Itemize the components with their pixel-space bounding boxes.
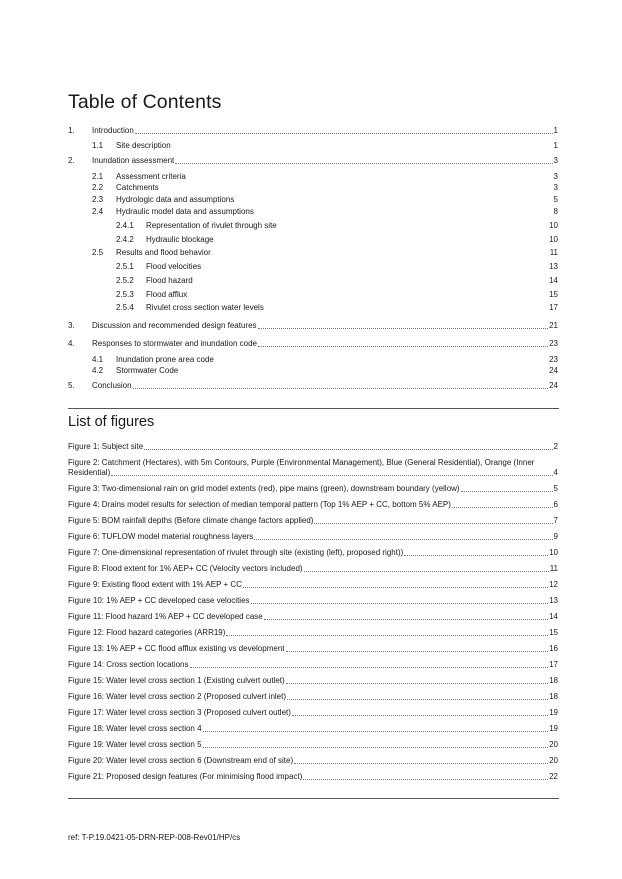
- toc-entry-page: 17: [549, 303, 558, 312]
- toc-entry-page: 23: [549, 339, 558, 348]
- figure-dot-leader: [404, 548, 548, 556]
- figure-entry-row[interactable]: [68, 612, 558, 622]
- figure-entry-title: Figure 9: Existing flood extent with 1% AEP + CC: [68, 580, 242, 589]
- toc-entry-row[interactable]: [68, 321, 558, 331]
- toc-entry-title: Inundation assessment: [92, 156, 175, 165]
- toc-entry-title: Hydraulic blockage: [146, 235, 214, 244]
- toc-entry-title: Flood velocities: [146, 262, 202, 271]
- figure-entry-page: 5: [553, 484, 558, 493]
- toc-dot-leader: [175, 156, 552, 164]
- toc-entry-row[interactable]: [68, 126, 558, 136]
- toc-entry-number: 2.5.1: [116, 262, 134, 271]
- toc-entry-title: Representation of rivulet through site: [146, 221, 277, 230]
- toc-entry-row[interactable]: [92, 355, 558, 365]
- toc-entry-number: 2.: [68, 156, 75, 165]
- toc-entry-page: 24: [549, 366, 558, 375]
- toc-entry-title: Results and flood behavior: [116, 248, 211, 257]
- toc-entry-page: 8: [553, 207, 558, 216]
- figure-entry-row[interactable]: [68, 676, 558, 686]
- toc-entry-number: 2.5.2: [116, 276, 134, 285]
- toc-entry-number: 4.2: [92, 366, 104, 375]
- toc-entry-number: 2.5.3: [116, 290, 134, 299]
- toc-entry-number: 1.1: [92, 141, 104, 150]
- toc-entry-title: Responses to stormwater and inundation code: [92, 339, 257, 348]
- toc-entry-row[interactable]: [92, 183, 558, 193]
- list-of-figures-heading: List of figures: [68, 414, 155, 430]
- figure-dot-leader: [292, 708, 548, 716]
- figure-dot-leader: [203, 740, 549, 748]
- toc-entry-title: Hydraulic model data and assumptions: [116, 207, 254, 216]
- toc-dot-leader: [258, 339, 548, 347]
- figure-entry-page: 18: [549, 692, 558, 701]
- figure-dot-leader: [190, 660, 549, 668]
- figure-dot-leader: [226, 628, 548, 636]
- toc-entry-page: 3: [553, 172, 558, 181]
- toc-entry-page: 10: [549, 235, 558, 244]
- figure-dot-leader: [144, 442, 552, 450]
- figure-dot-leader: [251, 596, 549, 604]
- toc-entry-row[interactable]: [116, 290, 558, 300]
- toc-entry-row[interactable]: [92, 172, 558, 182]
- figure-entry-row[interactable]: [68, 548, 558, 558]
- figure-entry-row[interactable]: [68, 484, 558, 494]
- toc-entry-page: 24: [549, 381, 558, 390]
- figure-entry-page: 11: [549, 564, 558, 573]
- figure-entry-title-continued: Residential): [68, 468, 111, 477]
- toc-entry-row[interactable]: [116, 221, 558, 231]
- toc-entry-number: 2.4: [92, 207, 104, 216]
- figure-entry-page: 19: [549, 724, 558, 733]
- figure-entry-title: Figure 5: BOM rainfall depths (Before climate change factors applied): [68, 516, 314, 525]
- figure-entry-page: 18: [549, 676, 558, 685]
- figure-entry-title: Figure 16: Water level cross section 2 (Proposed culvert inlet): [68, 692, 287, 701]
- toc-entry-title: Introduction: [92, 126, 134, 135]
- figure-entry-page: 13: [549, 596, 558, 605]
- toc-entry-page: 5: [553, 195, 558, 204]
- toc-entry-page: 11: [549, 248, 558, 257]
- toc-entry-title: Flood afflux: [146, 290, 188, 299]
- toc-entry-number: 4.: [68, 339, 75, 348]
- toc-entry-number: 2.4.1: [116, 221, 134, 230]
- figure-entry-row[interactable]: [68, 458, 558, 468]
- figure-entry-title: Figure 2: Catchment (Hectares), with 5m Contours, Purple (Environmental Management), Blue (General Residential), Orange (Inner: [68, 458, 535, 467]
- toc-entry-row[interactable]: [116, 262, 558, 272]
- toc-entry-page: 1: [553, 126, 558, 135]
- figure-entry-title: Figure 20: Water level cross section 6 (Downstream end of site): [68, 756, 294, 765]
- footer-reference: ref: T-P.19.0421-05-DRN-REP-008-Rev01/HP/cs: [68, 833, 241, 842]
- figure-entry-title: Figure 15: Water level cross section 1 (Existing culvert outlet): [68, 676, 285, 685]
- figure-entry-row[interactable]: [68, 756, 558, 766]
- figure-entry-page: 2: [553, 442, 558, 451]
- figure-entry-title: Figure 19: Water level cross section 5: [68, 740, 202, 749]
- toc-entry-number: 2.5: [92, 248, 104, 257]
- toc-entry-row[interactable]: [116, 276, 558, 286]
- figure-dot-leader: [294, 756, 548, 764]
- toc-entry-number: 2.2: [92, 183, 104, 192]
- figure-entry-title: Figure 21: Proposed design features (For minimising flood impact): [68, 772, 303, 781]
- figure-dot-leader: [243, 580, 548, 588]
- figure-entry-page: 17: [549, 660, 558, 669]
- figure-entry-row[interactable]: [68, 644, 558, 654]
- figure-entry-page: 22: [549, 772, 558, 781]
- figure-entry-row[interactable]: [68, 740, 558, 750]
- toc-entry-title: Hydrologic data and assumptions: [116, 195, 235, 204]
- figure-dot-leader: [286, 676, 548, 684]
- toc-entry-title: Assessment criteria: [116, 172, 186, 181]
- toc-entry-title: Discussion and recommended design features: [92, 321, 257, 330]
- toc-dot-leader: [258, 321, 549, 329]
- figure-entry-row[interactable]: [68, 564, 558, 574]
- toc-entry-number: 2.3: [92, 195, 104, 204]
- toc-dot-leader: [135, 126, 553, 134]
- figure-entry-title: Figure 4: Drains model results for selection of median temporal pattern (Top 1% AEP + CC, bottom 5% AEP): [68, 500, 451, 509]
- toc-heading: Table of Contents: [68, 91, 222, 113]
- figure-entry-page: 9: [553, 532, 558, 541]
- figure-dot-leader: [286, 644, 549, 652]
- toc-entry-title: Site description: [116, 141, 171, 150]
- figure-entry-title: Figure 3: Two-dimensional rain on grid model extents (red), pipe mains (green), downstream boundary (yellow): [68, 484, 460, 493]
- figure-entry-row[interactable]: [68, 628, 558, 638]
- toc-entry-number: 3.: [68, 321, 75, 330]
- figure-entry-page: 4: [553, 468, 558, 477]
- toc-entry-page: 15: [549, 290, 558, 299]
- toc-entry-row[interactable]: [92, 195, 558, 205]
- toc-entry-page: 13: [549, 262, 558, 271]
- figure-entry-title: Figure 11: Flood hazard 1% AEP + CC developed case: [68, 612, 263, 621]
- toc-entry-title: Stormwater Code: [116, 366, 179, 375]
- figure-entry-row[interactable]: [68, 500, 558, 510]
- figure-entry-row[interactable]: [68, 442, 558, 452]
- figure-entry-row[interactable]: [68, 532, 558, 542]
- figure-entry-page: 7: [553, 516, 558, 525]
- toc-entry-title: Conclusion: [92, 381, 132, 390]
- toc-entry-number: 1.: [68, 126, 75, 135]
- toc-entry-number: 2.4.2: [116, 235, 134, 244]
- figure-entry-title: Figure 8: Flood extent for 1% AEP+ CC (Velocity vectors included): [68, 564, 303, 573]
- figure-entry-row[interactable]: [68, 596, 558, 606]
- figure-entry-page: 12: [549, 580, 558, 589]
- toc-entry-row[interactable]: [116, 303, 558, 313]
- toc-entry-row[interactable]: [68, 156, 558, 166]
- figure-entry-page: 19: [549, 708, 558, 717]
- toc-entry-number: 5.: [68, 381, 75, 390]
- figure-dot-leader: [264, 612, 548, 620]
- figure-entry-row[interactable]: [68, 772, 558, 782]
- figure-entry-row[interactable]: [68, 692, 558, 702]
- figure-entry-title: Figure 13: 1% AEP + CC flood afflux existing vs development: [68, 644, 285, 653]
- toc-entry-row[interactable]: [68, 381, 558, 391]
- figure-entry-title: Figure 6: TUFLOW model material roughness layers: [68, 532, 254, 541]
- toc-entry-number: 4.1: [92, 355, 104, 364]
- toc-entry-title: Catchments: [116, 183, 159, 192]
- figure-entry-title: Figure 14: Cross section locations: [68, 660, 189, 669]
- figure-entry-page: 20: [549, 756, 558, 765]
- toc-entry-page: 21: [549, 321, 558, 330]
- toc-entry-page: 3: [553, 183, 558, 192]
- toc-entry-row[interactable]: [116, 235, 558, 245]
- figure-dot-leader: [304, 564, 549, 572]
- figure-entry-page: 6: [553, 500, 558, 509]
- figure-entry-row[interactable]: [68, 708, 558, 718]
- figure-entry-page: 20: [549, 740, 558, 749]
- toc-entry-row[interactable]: [92, 366, 558, 376]
- toc-entry-page: 1: [553, 141, 558, 150]
- figure-entry-page: 14: [549, 612, 558, 621]
- toc-entry-page: 23: [549, 355, 558, 364]
- figure-entry-row[interactable]: [68, 580, 558, 590]
- toc-entry-title: Flood hazard: [146, 276, 193, 285]
- toc-entry-page: 3: [553, 156, 558, 165]
- figure-dot-leader: [452, 500, 553, 508]
- figure-entry-title: Figure 7: One-dimensional representation of rivulet through site (existing (left), proposed right)): [68, 548, 404, 557]
- figure-dot-leader: [254, 532, 552, 540]
- figure-entry-page: 10: [549, 548, 558, 557]
- figure-entry-row[interactable]: [68, 516, 558, 526]
- toc-entry-row[interactable]: [92, 248, 558, 258]
- figure-entry-title: Figure 18: Water level cross section 4: [68, 724, 202, 733]
- figure-entry-title: Figure 17: Water level cross section 3 (Proposed culvert outlet): [68, 708, 291, 717]
- figure-dot-leader: [287, 692, 548, 700]
- toc-entry-number: 2.5.4: [116, 303, 134, 312]
- figure-entry-page: 16: [549, 644, 558, 653]
- toc-entry-row[interactable]: [68, 339, 558, 349]
- figure-dot-leader: [461, 484, 553, 492]
- toc-entry-row[interactable]: [92, 207, 558, 217]
- figure-dot-leader: [314, 516, 552, 524]
- figure-dot-leader: [303, 772, 548, 780]
- toc-entry-title: Inundation prone area code: [116, 355, 214, 364]
- figure-entry-row[interactable]: [68, 660, 558, 670]
- figure-entry-title: Figure 10: 1% AEP + CC developed case velocities: [68, 596, 250, 605]
- figure-dot-leader: [111, 468, 552, 476]
- toc-entry-number: 2.1: [92, 172, 104, 181]
- toc-entry-page: 10: [549, 221, 558, 230]
- figure-entry-title: Figure 1: Subject site: [68, 442, 144, 451]
- figure-entry-row[interactable]: [68, 724, 558, 734]
- divider-top: [68, 408, 559, 409]
- toc-entry-page: 14: [549, 276, 558, 285]
- figure-dot-leader: [203, 724, 549, 732]
- figure-entry-page: 15: [549, 628, 558, 637]
- figure-entry-title: Figure 12: Flood hazard categories (ARR19): [68, 628, 226, 637]
- toc-entry-title: Rivulet cross section water levels: [146, 303, 264, 312]
- toc-entry-row[interactable]: [92, 141, 558, 151]
- divider-bottom: [68, 798, 559, 799]
- toc-dot-leader: [133, 381, 549, 389]
- figure-entry-row-continued[interactable]: [68, 468, 558, 478]
